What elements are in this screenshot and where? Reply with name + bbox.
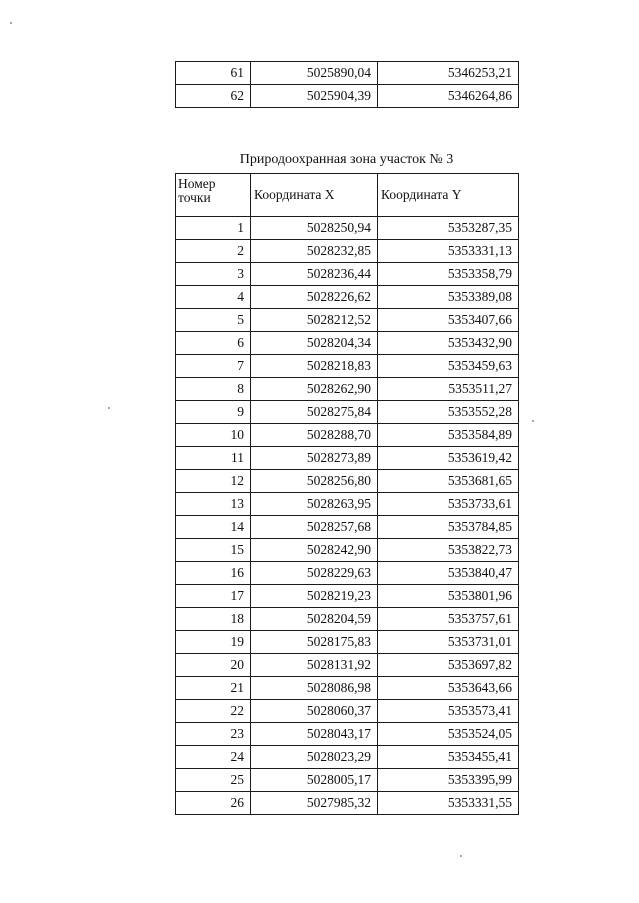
table-row	[176, 401, 519, 424]
table-row	[176, 355, 519, 378]
point-number: 21	[176, 677, 251, 700]
coordinate-x: 5028262,90	[251, 378, 378, 401]
coordinate-y: 5353573,41	[378, 700, 519, 723]
table-row	[176, 217, 519, 240]
zone-coordinates-table	[175, 173, 519, 815]
table-row	[176, 378, 519, 401]
coordinate-y: 5353511,27	[378, 378, 519, 401]
header-point-number-line2: точки	[178, 190, 211, 205]
point-number: 19	[176, 631, 251, 654]
coordinate-x: 5028204,59	[251, 608, 378, 631]
coordinate-y: 5353801,96	[378, 585, 519, 608]
table-row	[176, 85, 519, 108]
point-number: 18	[176, 608, 251, 631]
coordinate-y: 5353784,85	[378, 516, 519, 539]
point-number: 10	[176, 424, 251, 447]
coordinate-x: 5028212,52	[251, 309, 378, 332]
point-number: 23	[176, 723, 251, 746]
scan-speck	[108, 407, 110, 409]
point-number: 7	[176, 355, 251, 378]
coordinate-x: 5027985,32	[251, 792, 378, 815]
point-number: 25	[176, 769, 251, 792]
table-row	[176, 723, 519, 746]
coordinate-y: 5346253,21	[378, 62, 519, 85]
point-number: 3	[176, 263, 251, 286]
header-point-number-line1: Номер	[178, 176, 216, 191]
coordinate-y: 5353643,66	[378, 677, 519, 700]
point-number: 4	[176, 286, 251, 309]
scan-speck	[460, 855, 462, 857]
coordinate-y: 5353619,42	[378, 447, 519, 470]
point-number: 22	[176, 700, 251, 723]
coordinate-x: 5028226,62	[251, 286, 378, 309]
coordinate-x: 5028263,95	[251, 493, 378, 516]
coordinate-x: 5028232,85	[251, 240, 378, 263]
coordinate-y: 5353358,79	[378, 263, 519, 286]
coordinate-y: 5353822,73	[378, 539, 519, 562]
header-point-number	[176, 174, 251, 217]
coordinate-x: 5028131,92	[251, 654, 378, 677]
coordinate-y: 5353389,08	[378, 286, 519, 309]
table-row	[176, 516, 519, 539]
table-row	[176, 769, 519, 792]
coordinate-y: 5346264,86	[378, 85, 519, 108]
table-row	[176, 286, 519, 309]
table-row	[176, 309, 519, 332]
header-coordinate-y: Координата Y	[378, 174, 519, 217]
point-number: 6	[176, 332, 251, 355]
point-number: 16	[176, 562, 251, 585]
point-number: 5	[176, 309, 251, 332]
coordinate-x: 5028273,89	[251, 447, 378, 470]
coordinate-x: 5025890,04	[251, 62, 378, 85]
table-row	[176, 263, 519, 286]
point-number: 11	[176, 447, 251, 470]
coordinate-x: 5028086,98	[251, 677, 378, 700]
coordinate-x: 5028257,68	[251, 516, 378, 539]
point-number: 26	[176, 792, 251, 815]
coordinate-x: 5028250,94	[251, 217, 378, 240]
coordinate-x: 5028060,37	[251, 700, 378, 723]
point-number: 24	[176, 746, 251, 769]
coordinate-y: 5353432,90	[378, 332, 519, 355]
point-number: 13	[176, 493, 251, 516]
table-row	[176, 470, 519, 493]
coordinate-x: 5028288,70	[251, 424, 378, 447]
table-row	[176, 62, 519, 85]
point-number: 62	[176, 85, 251, 108]
coordinate-y: 5353681,65	[378, 470, 519, 493]
coordinate-y: 5353757,61	[378, 608, 519, 631]
coordinate-y: 5353524,05	[378, 723, 519, 746]
table-row	[176, 792, 519, 815]
point-number: 17	[176, 585, 251, 608]
zone-table-body	[176, 217, 519, 815]
point-number: 2	[176, 240, 251, 263]
coordinate-x: 5028218,83	[251, 355, 378, 378]
coordinate-y: 5353459,63	[378, 355, 519, 378]
table-row	[176, 493, 519, 516]
coordinate-y: 5353331,55	[378, 792, 519, 815]
coordinate-x: 5028005,17	[251, 769, 378, 792]
point-number: 15	[176, 539, 251, 562]
table-row	[176, 654, 519, 677]
coordinate-x: 5028219,23	[251, 585, 378, 608]
scan-speck	[532, 420, 534, 422]
coordinate-y: 5353552,28	[378, 401, 519, 424]
coordinate-y: 5353395,99	[378, 769, 519, 792]
point-number: 14	[176, 516, 251, 539]
coordinate-x: 5028256,80	[251, 470, 378, 493]
coordinate-x: 5028236,44	[251, 263, 378, 286]
coordinate-x: 5025904,39	[251, 85, 378, 108]
coordinate-x: 5028204,34	[251, 332, 378, 355]
point-number: 61	[176, 62, 251, 85]
scan-speck	[10, 22, 12, 24]
table-row	[176, 562, 519, 585]
table-row	[176, 608, 519, 631]
coordinate-y: 5353733,61	[378, 493, 519, 516]
coordinate-x: 5028043,17	[251, 723, 378, 746]
table-row	[176, 240, 519, 263]
point-number: 20	[176, 654, 251, 677]
coordinate-x: 5028023,29	[251, 746, 378, 769]
continuation-coordinates-table	[175, 61, 519, 108]
point-number: 1	[176, 217, 251, 240]
coordinate-x: 5028229,63	[251, 562, 378, 585]
table-row	[176, 585, 519, 608]
table-header-row	[176, 174, 519, 217]
header-coordinate-x: Координата X	[251, 174, 378, 217]
table-row	[176, 631, 519, 654]
point-number: 9	[176, 401, 251, 424]
coordinate-x: 5028242,90	[251, 539, 378, 562]
point-number: 12	[176, 470, 251, 493]
section-title: Природоохранная зона участок № 3	[239, 152, 454, 167]
table-row	[176, 677, 519, 700]
coordinate-y: 5353287,35	[378, 217, 519, 240]
table-row	[176, 539, 519, 562]
coordinate-y: 5353455,41	[378, 746, 519, 769]
table-row	[176, 700, 519, 723]
point-number: 8	[176, 378, 251, 401]
table-row	[176, 746, 519, 769]
coordinate-x: 5028175,83	[251, 631, 378, 654]
table-row	[176, 424, 519, 447]
table-row	[176, 332, 519, 355]
coordinate-y: 5353407,66	[378, 309, 519, 332]
coordinate-y: 5353731,01	[378, 631, 519, 654]
coordinate-y: 5353840,47	[378, 562, 519, 585]
table-row	[176, 447, 519, 470]
coordinate-x: 5028275,84	[251, 401, 378, 424]
coordinate-y: 5353697,82	[378, 654, 519, 677]
coordinate-y: 5353331,13	[378, 240, 519, 263]
coordinate-y: 5353584,89	[378, 424, 519, 447]
